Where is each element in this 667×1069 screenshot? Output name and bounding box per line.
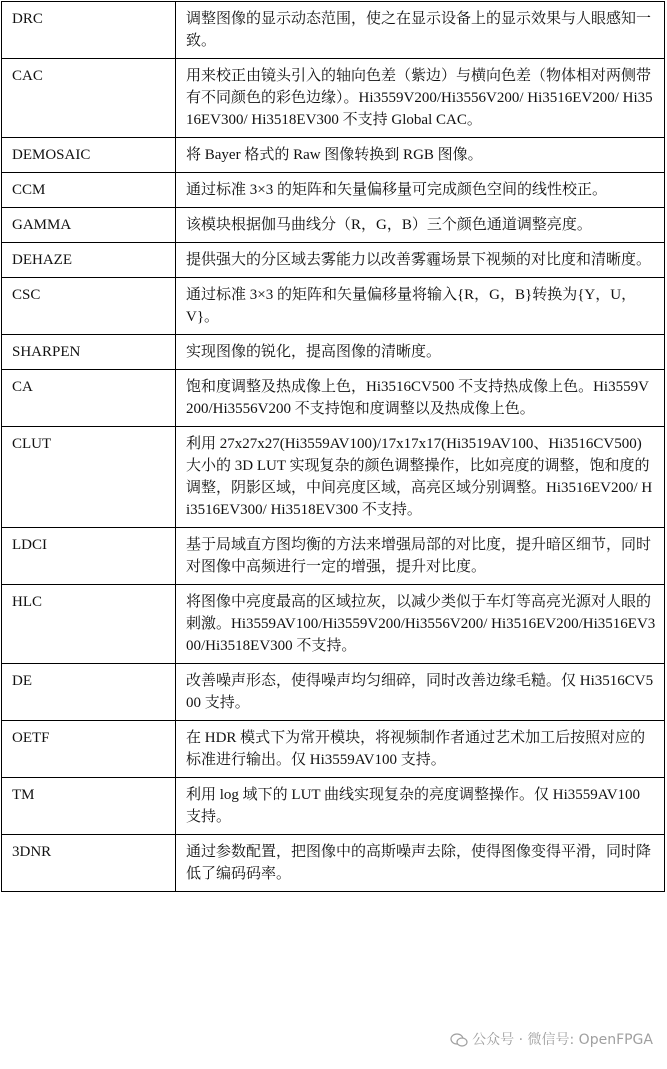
table-row (2, 138, 665, 173)
table-row (2, 173, 665, 208)
module-description-cell: 该模块根据伽马曲线分（R，G，B）三个颜色通道调整亮度。 (176, 208, 665, 243)
table-row (2, 243, 665, 278)
module-description-cell: 将 Bayer 格式的 Raw 图像转换到 RGB 图像。 (176, 138, 665, 173)
module-name-cell: DEHAZE (2, 243, 176, 278)
table-row (2, 59, 665, 138)
module-description-cell: 实现图像的锐化，提高图像的清晰度。 (176, 335, 665, 370)
module-name-cell: 3DNR (2, 835, 176, 892)
module-description-cell: 饱和度调整及热成像上色，Hi3516CV500 不支持热成像上色。Hi3559V200/Hi3556V200 不支持饱和度调整以及热成像上色。 (176, 370, 665, 427)
module-description-cell: 在 HDR 模式下为常开模块，将视频制作者通过艺术加工后按照对应的标准进行输出。仅 Hi3559AV100 支持。 (176, 721, 665, 778)
module-description-cell: 用来校正由镜头引入的轴向色差（紫边）与横向色差（物体相对两侧带有不同颜色的彩色边缘）。Hi3559V200/Hi3556V200/ Hi3516EV200/ Hi3516EV300/ Hi3518EV300 不支持 Global CAC。 (176, 59, 665, 138)
isp-module-table (1, 1, 665, 892)
table-row (2, 2, 665, 59)
module-name-cell: OETF (2, 721, 176, 778)
module-name-cell: GAMMA (2, 208, 176, 243)
module-description-cell: 通过标准 3×3 的矩阵和矢量偏移量可完成颜色空间的线性校正。 (176, 173, 665, 208)
module-name-cell: LDCI (2, 528, 176, 585)
module-name-cell: DE (2, 664, 176, 721)
module-name-cell: CSC (2, 278, 176, 335)
table-row (2, 335, 665, 370)
table-row (2, 835, 665, 892)
module-description-cell: 基于局域直方图均衡的方法来增强局部的对比度，提升暗区细节，同时对图像中高频进行一定的增强，提升对比度。 (176, 528, 665, 585)
module-name-cell: TM (2, 778, 176, 835)
table-row (2, 778, 665, 835)
module-name-cell: HLC (2, 585, 176, 664)
module-name-cell: SHARPEN (2, 335, 176, 370)
module-name-cell: CAC (2, 59, 176, 138)
table-row (2, 427, 665, 528)
wechat-icon (450, 1033, 468, 1047)
module-description-cell: 提供强大的分区域去雾能力以改善雾霾场景下视频的对比度和清晰度。 (176, 243, 665, 278)
module-name-cell: DRC (2, 2, 176, 59)
module-name-cell: CLUT (2, 427, 176, 528)
module-name-cell: CA (2, 370, 176, 427)
watermark (450, 1029, 653, 1049)
table-row (2, 664, 665, 721)
module-description-cell: 通过参数配置，把图像中的高斯噪声去除，使得图像变得平滑，同时降低了编码码率。 (176, 835, 665, 892)
table-row (2, 585, 665, 664)
table-row (2, 528, 665, 585)
module-description-cell: 调整图像的显示动态范围，使之在显示设备上的显示效果与人眼感知一致。 (176, 2, 665, 59)
module-name-cell: CCM (2, 173, 176, 208)
module-description-cell: 将图像中亮度最高的区域拉灰，以减少类似于车灯等高亮光源对人眼的刺激。Hi3559AV100/Hi3559V200/Hi3556V200/ Hi3516EV200/Hi3516EV300/Hi3518EV300 不支持。 (176, 585, 665, 664)
table-row (2, 278, 665, 335)
module-description-cell: 利用 log 域下的 LUT 曲线实现复杂的亮度调整操作。仅 Hi3559AV100 支持。 (176, 778, 665, 835)
module-description-cell: 利用 27x27x27(Hi3559AV100)/17x17x17(Hi3519AV100、Hi3516CV500)大小的 3D LUT 实现复杂的颜色调整操作，比如亮度的调整，饱和度的调整，阴影区域，中间亮度区域，高亮区域分别调整。Hi3516EV200/ Hi3516EV300/ Hi3518EV300 不支持。 (176, 427, 665, 528)
module-name-cell: DEMOSAIC (2, 138, 176, 173)
table-row (2, 721, 665, 778)
module-description-cell: 改善噪声形态，使得噪声均匀细碎，同时改善边缘毛糙。仅 Hi3516CV500 支持。 (176, 664, 665, 721)
table-row (2, 370, 665, 427)
watermark-text: 公众号 · 微信号: OpenFPGA (472, 1032, 653, 1048)
table-row (2, 208, 665, 243)
module-description-cell: 通过标准 3×3 的矩阵和矢量偏移量将输入{R，G，B}转换为{Y，U，V}。 (176, 278, 665, 335)
